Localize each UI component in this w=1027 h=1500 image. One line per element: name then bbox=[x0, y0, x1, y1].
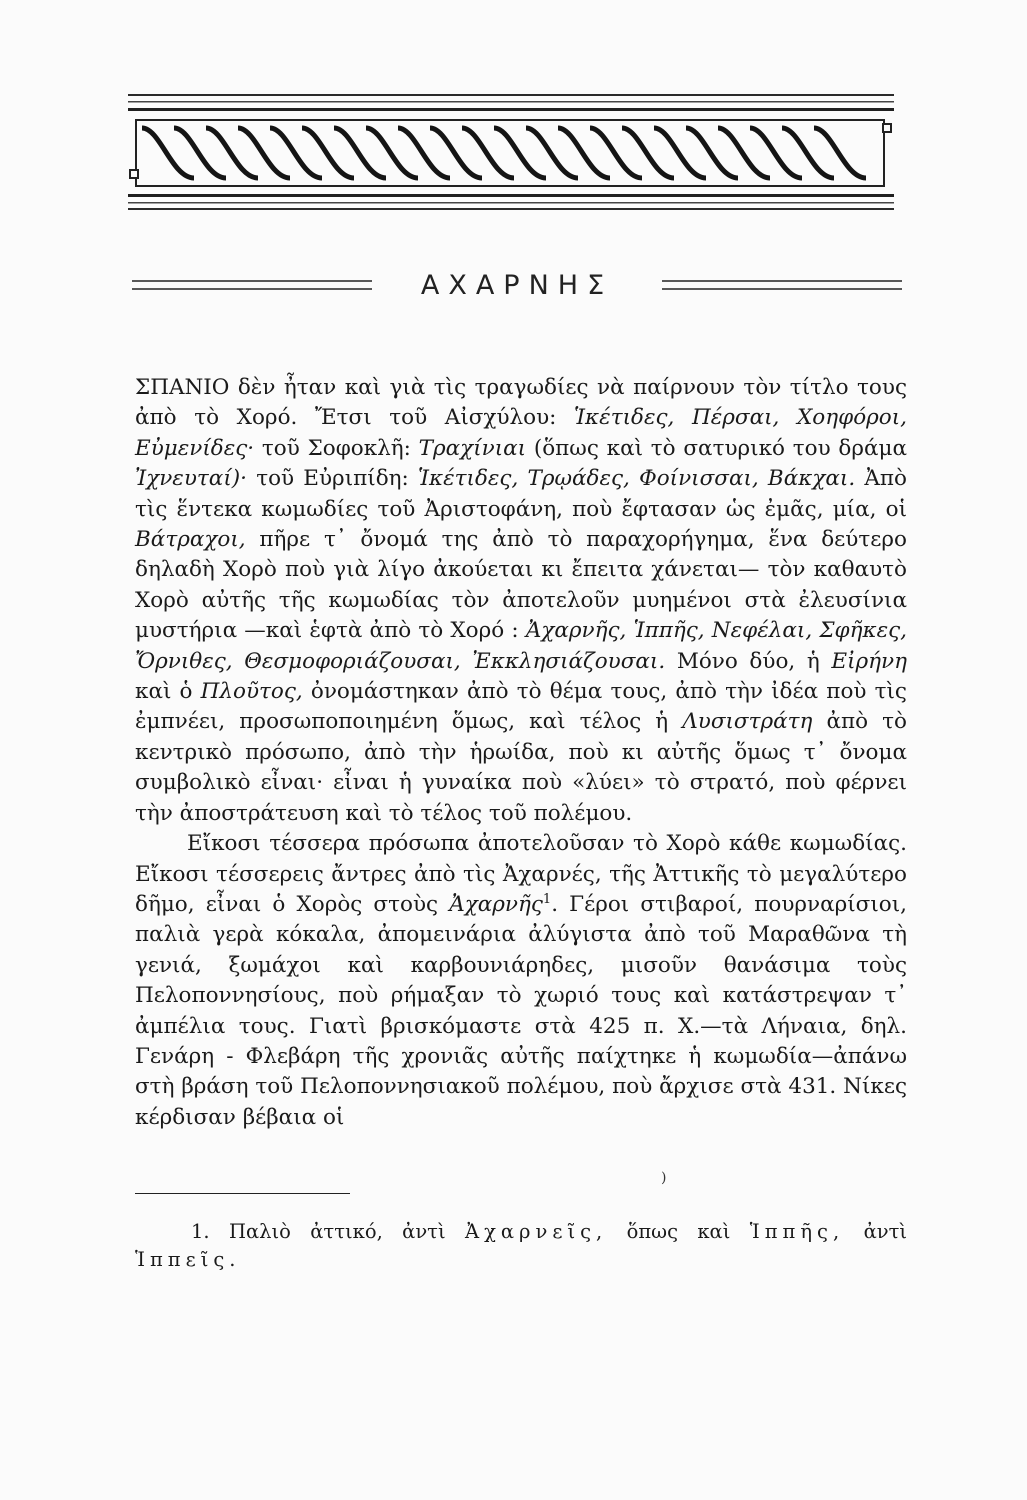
text-span: τοῦ Σοφοκλῆ: bbox=[261, 435, 411, 461]
work-title: Εἰρήνη bbox=[831, 648, 907, 674]
footnote-term: Ἱππῆς, bbox=[749, 1220, 845, 1243]
text-span: πῆρε τ᾽ ὄνομά της ἀπὸ τὸ παραχορήγημα, ἕνα δεύτερο δηλαδὴ Χορὸ ποὺ γιὰ λίγο ἀκούεται κι ἔπειτα χάνεται— τὸν καθαυτὸ Χορὸ αὐτῆς τῆς κωμωδίας τὸν ἀποτελοῦν μυημένοι στὰ ἐλευσίνια μυστήρια —καὶ ἑφτὰ ἀπὸ τὸ Χορό : bbox=[135, 527, 907, 644]
text-span: τοῦ Εὐριπίδη: bbox=[256, 466, 409, 492]
work-title: Πλοῦτος, bbox=[200, 679, 303, 705]
footnote bbox=[135, 1218, 907, 1274]
work-titles: Ἱκέτιδες, Τρῳάδες, Φοίνισσαι, Βάκχαι. bbox=[417, 466, 856, 492]
footnote-number: 1. bbox=[191, 1220, 210, 1243]
work-title: Ἀχαρνῆς bbox=[449, 891, 543, 917]
title-rule-right bbox=[662, 278, 902, 292]
text-span: Ἀπὸ τὶς ἕντεκα κωμωδίες τοῦ Ἀριστοφάνη, ποὺ ἔφτασαν ὡς ἐμᾶς, μία, οἱ bbox=[135, 466, 907, 522]
work-title: Τραχίνιαι bbox=[418, 435, 527, 461]
paragraph-1 bbox=[135, 373, 907, 829]
work-titles: Ἀχαρνῆς, Ἱππῆς, Νεφέλαι, Σφῆκες, Ὄρνιθες, Θεσμοφοριάζουσαι, Ἐκκλησιάζουσαι. bbox=[135, 618, 907, 674]
text-span: Μόνο δύο, ἡ bbox=[676, 648, 820, 674]
text-span: (ὅπως καὶ τὸ σατυρικό του δράμα bbox=[533, 435, 907, 461]
footnote-reference: 1 bbox=[542, 891, 552, 907]
footnote-term: Ἀχαρνεῖς, bbox=[464, 1220, 608, 1243]
work-titles: Ἱκέτιδες, Πέρσαι, Χοηφόροι, Εὐμενίδες· bbox=[135, 405, 907, 461]
footnote-text: Παλιὸ ἀττικό, ἀντὶ bbox=[228, 1220, 446, 1243]
text-span: ἀπὸ τὸ κεντρικὸ πρόσωπο, ἀπὸ τὴν ἡρωίδα, ποὺ κι αὐτῆς ὅμως τ᾽ ὄνομα συμβολικὸ εἶναι· εἶναι ἡ γυναίκα ποὺ «λύει» τὸ στρατό, ποὺ φέρνει τὴν ἀποστράτευση καὶ τὸ τέλος τοῦ πολέμου. bbox=[135, 709, 907, 826]
footnote-divider bbox=[135, 1193, 350, 1194]
work-title: Λυσιστράτη bbox=[682, 709, 813, 735]
text-span: . Γέροι στιβαροί, πουρναρίσιοι, παλιὰ γερὰ κόκαλα, ἀπομεινάρια ἀλύγιστα ἀπὸ τοῦ Μαραθῶνα τὴ γενιά, ξωμάχοι καὶ καρβουνιάρηδες, μισοῦν θανάσιμα τοὺς Πελοποννησίους, ποὺ ρήμαξαν τὸ χωριό τους καὶ κατάστρεψαν τ᾽ ἀμπέλια τους. Γιατὶ βρισκόμαστε στὰ 425 π. Χ.—τὰ Λήναια, δηλ. Γενάρη - Φλεβάρη τῆς χρονιᾶς αὐτῆς παίχτηκε ἡ κωμωδία—ἀπάνω στὴ βράση τοῦ Πελοποννησιακοῦ πολέμου, ποὺ ἄρχισε στὰ 431. Νίκες κέρδισαν βέβαια οἱ bbox=[135, 891, 908, 1130]
body-text bbox=[135, 373, 907, 1133]
work-title: Ἰχνευταί)· bbox=[135, 466, 247, 492]
footnote-text: ὅπως καὶ bbox=[626, 1220, 731, 1243]
chapter-title: ΑΧΑΡΝΗΣ bbox=[420, 270, 614, 301]
text-span: Εἴκοσι τέσσερα πρόσωπα ἀποτελοῦσαν τὸ Χορὸ κάθε κωμωδίας. Εἴκοσι τέσσερεις ἄντρες ἀπὸ τὶς Ἀχαρνές, τῆς Ἀττικῆς τὸ μεγαλύτερο δῆμο, εἶναι ὁ Χορὸς στοὺς bbox=[135, 831, 907, 917]
decorative-header-ornament bbox=[128, 86, 894, 214]
text-span: ΣΠΑΝΙΟ δὲν ἦταν καὶ γιὰ τὶς τραγωδίες νὰ παίρνουν τὸν τίτλο τους ἀπὸ τὸ Χορό. Ἔτσι τοῦ Αἰσχύλου: bbox=[135, 375, 907, 431]
text-span: ὀνομάστηκαν ἀπὸ τὸ θέμα τους, ἀπὸ τὴν ἰδέα ποὺ τὶς ἐμπνέει, προσωποποιημένη ὅμως, καὶ τέλος ἡ bbox=[135, 679, 907, 735]
work-title: Βάτραχοι, bbox=[135, 527, 246, 553]
footnote-text: ἀντὶ bbox=[863, 1220, 908, 1243]
footnote-term: Ἱππεῖς. bbox=[135, 1248, 241, 1271]
chapter-heading bbox=[132, 270, 902, 310]
stray-mark: ) bbox=[661, 1170, 667, 1186]
text-span: καὶ ὁ bbox=[135, 679, 193, 705]
paragraph-2 bbox=[135, 829, 907, 1133]
